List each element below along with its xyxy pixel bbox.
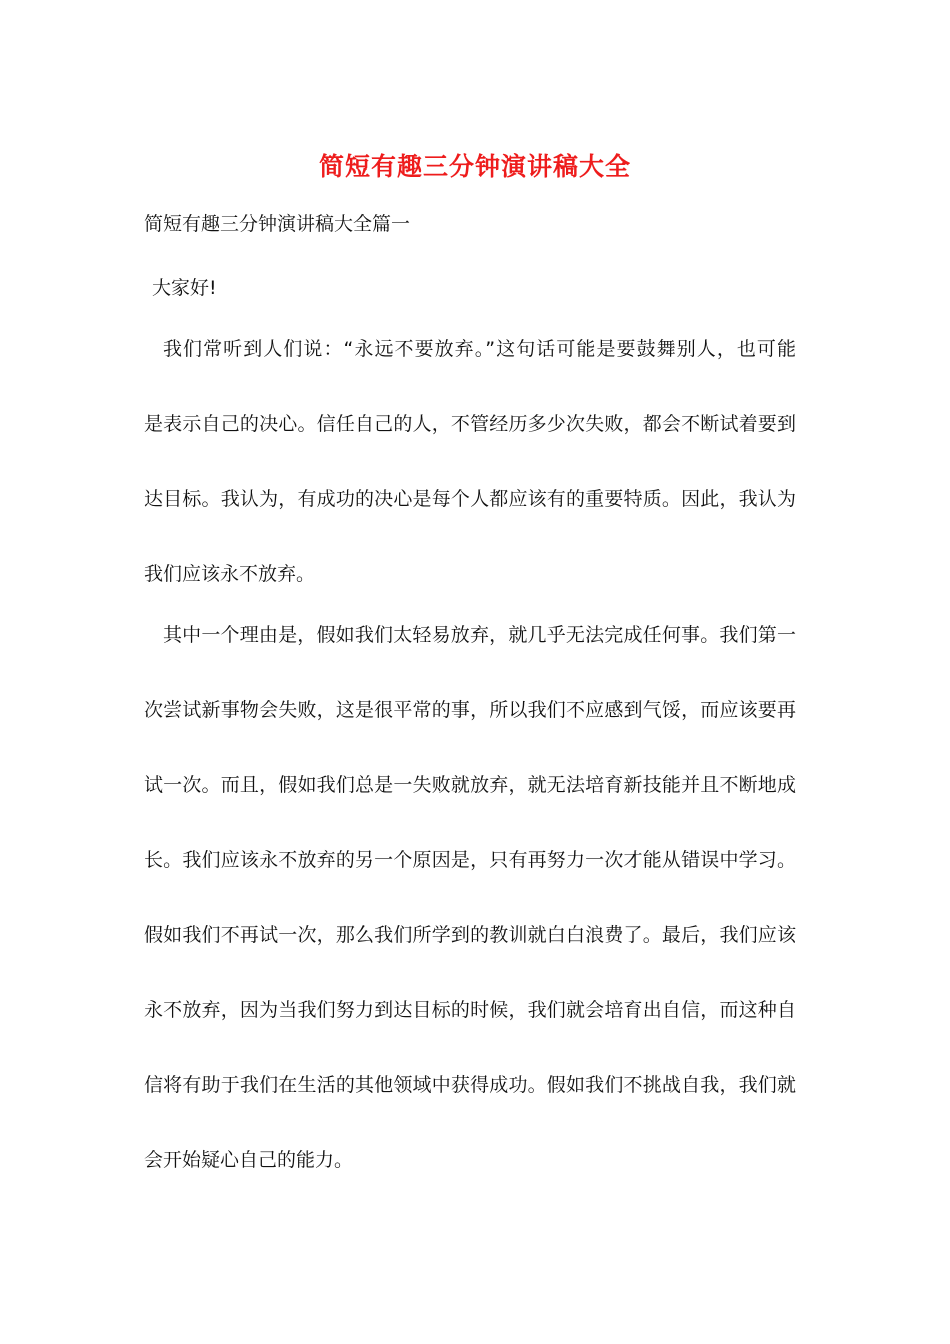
paragraph-1-line-3: 达目标。我认为，有成功的决心是每个人都应该有的重要特质。因此，我认为	[144, 488, 796, 510]
paragraph-2-line-7: 信将有助于我们在生活的其他领域中获得成功。假如我们不挑战自我，我们就	[144, 1074, 796, 1096]
section-heading: 简短有趣三分钟演讲稿大全篇一	[144, 213, 411, 235]
paragraph-2-line-8: 会开始疑心自己的能力。	[144, 1149, 354, 1171]
paragraph-1-line-1: 我们常听到人们说：“永远不要放弃。”这句话可能是要鼓舞别人，也可能	[163, 338, 796, 360]
paragraph-2-line-1: 其中一个理由是，假如我们太轻易放弃，就几乎无法完成任何事。我们第一	[163, 624, 796, 646]
paragraph-2-line-4: 长。我们应该永不放弃的另一个原因是，只有再努力一次才能从错误中学习。	[144, 849, 796, 871]
greeting-line: 大家好!	[152, 277, 217, 299]
paragraph-2-line-3: 试一次。而且，假如我们总是一失败就放弃，就无法培育新技能并且不断地成	[144, 774, 796, 796]
paragraph-2-line-6: 永不放弃，因为当我们努力到达目标的时候，我们就会培育出自信，而这种自	[144, 999, 796, 1021]
paragraph-1-line-2: 是表示自己的决心。信任自己的人，不管经历多少次失败，都会不断试着要到	[144, 413, 796, 435]
document-title: 简短有趣三分钟演讲稿大全	[318, 152, 631, 181]
paragraph-2-line-5: 假如我们不再试一次，那么我们所学到的教训就白白浪费了。最后，我们应该	[144, 924, 796, 946]
paragraph-1-line-4: 我们应该永不放弃。	[144, 563, 316, 585]
paragraph-2-line-2: 次尝试新事物会失败，这是很平常的事，所以我们不应感到气馁，而应该要再	[144, 699, 796, 721]
